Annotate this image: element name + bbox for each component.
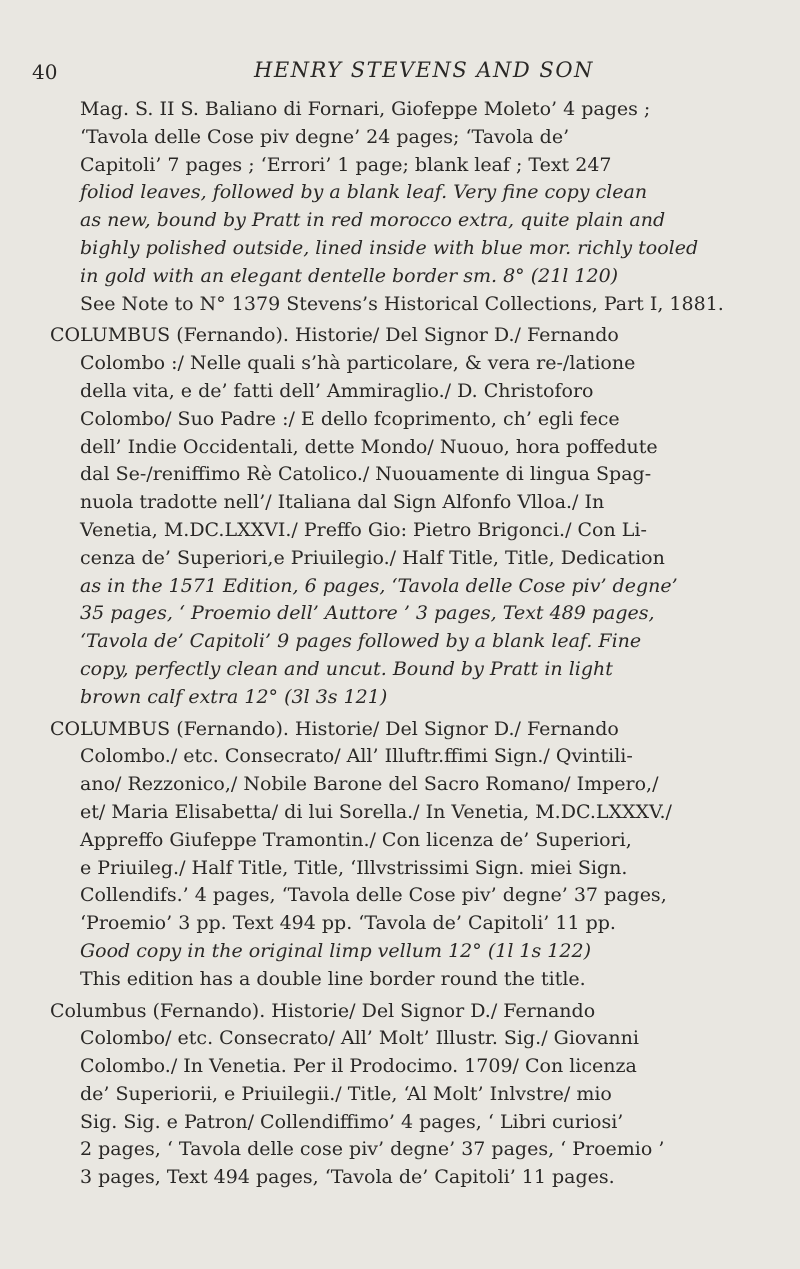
entry-note: See Note to N° 1379 Stevens’s Historical Collections, Part I, 1881. — [80, 292, 724, 315]
page-number: 40 — [32, 60, 58, 84]
entry-line: 2 pages, ‘ Tavola delle cose piv’ degne’ 37 pages, ‘ Proemio ’ — [80, 1138, 665, 1161]
catalogue-entry-continued — [50, 96, 762, 318]
entry-line: Good copy in the original limp vellum 12° (1l 1s 122) — [80, 939, 591, 962]
entry-line: brown calf extra 12° (3l 3s 121) — [80, 685, 388, 708]
entry-heading: COLUMBUS (Fernando). Historie/ Del Signor D./ Fernando — [50, 324, 619, 347]
entry-line: Colombo/ Suo Padre :/ E dello fcoprimento, ch’ egli fece — [80, 407, 620, 430]
entry-line: ‘Tavola delle Cose piv degne’ 24 pages; ‘Tavola de’ — [80, 125, 570, 148]
entry-line: cenza de’ Superiori,e Priuilegio./ Half Title, Title, Dedication — [80, 546, 665, 569]
entry-line: dell’ Indie Occidentali, dette Mondo/ Nuouo, hora poffedute — [80, 435, 658, 458]
entry-line: Appreffo Giufeppe Tramontin./ Con licenza de’ Superiori, — [80, 828, 632, 851]
entry-line: de’ Superiorii, e Priuilegii./ Title, ‘Al Molt’ Inlvstre/ mio — [80, 1082, 612, 1105]
catalogue-entry-columbus-1685 — [50, 716, 762, 994]
entry-line: Capitoli’ 7 pages ; ‘Errori’ 1 page; blank leaf ; Text 247 — [80, 153, 612, 176]
entry-line: Venetia, M.DC.LXXVI./ Preffo Gio: Pietro Brigonci./ Con Li- — [80, 518, 647, 541]
entry-line: et/ Maria Elisabetta/ di lui Sorella./ In Venetia, M.DC.LXXXV./ — [80, 800, 672, 823]
entry-line: Collendifs.’ 4 pages, ‘Tavola delle Cose piv’ degne’ 37 pages, — [80, 884, 667, 907]
page-header — [32, 58, 732, 88]
entry-heading: COLUMBUS (Fernando). Historie/ Del Signor D./ Fernando — [50, 717, 619, 740]
entry-line: ano/ Rezzonico,/ Nobile Barone del Sacro Romano/ Impero,/ — [80, 773, 659, 796]
entry-heading: Columbus (Fernando). Historie/ Del Signor D./ Fernando — [50, 999, 596, 1022]
entry-line: copy, perfectly clean and uncut. Bound by Pratt in light — [80, 657, 613, 680]
entry-line: foliod leaves, followed by a blank leaf. Very fine copy clean — [80, 181, 648, 204]
entry-line: Colombo :/ Nelle quali s’hà particolare, & vera re-/latione — [80, 352, 636, 375]
entry-line: Colombo/ etc. Consecrato/ All’ Molt’ Illustr. Sig./ Giovanni — [80, 1027, 639, 1050]
catalogue-text — [50, 96, 762, 1196]
entry-line: ‘Tavola de’ Capitoli’ 9 pages followed by a blank leaf. Fine — [80, 630, 642, 653]
entry-line: 35 pages, ‘ Proemio dell’ Auttore ’ 3 pages, Text 489 pages, — [80, 602, 655, 625]
entry-line: Colombo./ In Venetia. Per il Prodocimo. 1709/ Con licenza — [80, 1055, 637, 1078]
entry-line: Sig. Sig. e Patron/ Collendiffimo’ 4 pages, ‘ Libri curiosi’ — [80, 1110, 624, 1133]
entry-line: della vita, e de’ fatti dell’ Ammiraglio./ D. Christoforo — [80, 379, 594, 402]
entry-line: e Priuileg./ Half Title, Title, ‘Illvstrissimi Sign. miei Sign. — [80, 856, 628, 879]
entry-line: as new, bound by Pratt in red morocco extra, quite plain and — [80, 209, 666, 232]
entry-line: in gold with an elegant dentelle border sm. 8° (21l 120) — [80, 264, 619, 287]
entry-line: bighly polished outside, lined inside with blue mor. richly tooled — [80, 236, 699, 259]
catalogue-entry-columbus-1676 — [50, 322, 762, 711]
entry-line: Mag. S. II S. Baliano di Fornari, Giofeppe Moleto’ 4 pages ; — [80, 98, 651, 120]
entry-line: 3 pages, Text 494 pages, ‘Tavola de’ Capitoli’ 11 pages. — [80, 1166, 615, 1189]
entry-line: nuola tradotte nell’/ Italiana dal Sign Alfonfo Vlloa./ In — [80, 491, 605, 514]
entry-line: as in the 1571 Edition, 6 pages, ‘Tavola delle Cose piv’ degne’ — [80, 574, 678, 597]
entry-line: dal Se-/reniffimo Rè Catolico./ Nuouamente di lingua Spag- — [80, 463, 652, 486]
running-head: HENRY STEVENS AND SON — [254, 58, 594, 82]
entry-note: This edition has a double line border round the title. — [80, 967, 586, 990]
entry-line: ‘Proemio’ 3 pp. Text 494 pp. ‘Tavola de’ Capitoli’ 11 pp. — [80, 912, 616, 935]
entry-line: Colombo./ etc. Consecrato/ All’ Illuftr.ffimi Sign./ Qvintili- — [80, 745, 633, 768]
catalogue-entry-columbus-1709 — [50, 998, 762, 1193]
